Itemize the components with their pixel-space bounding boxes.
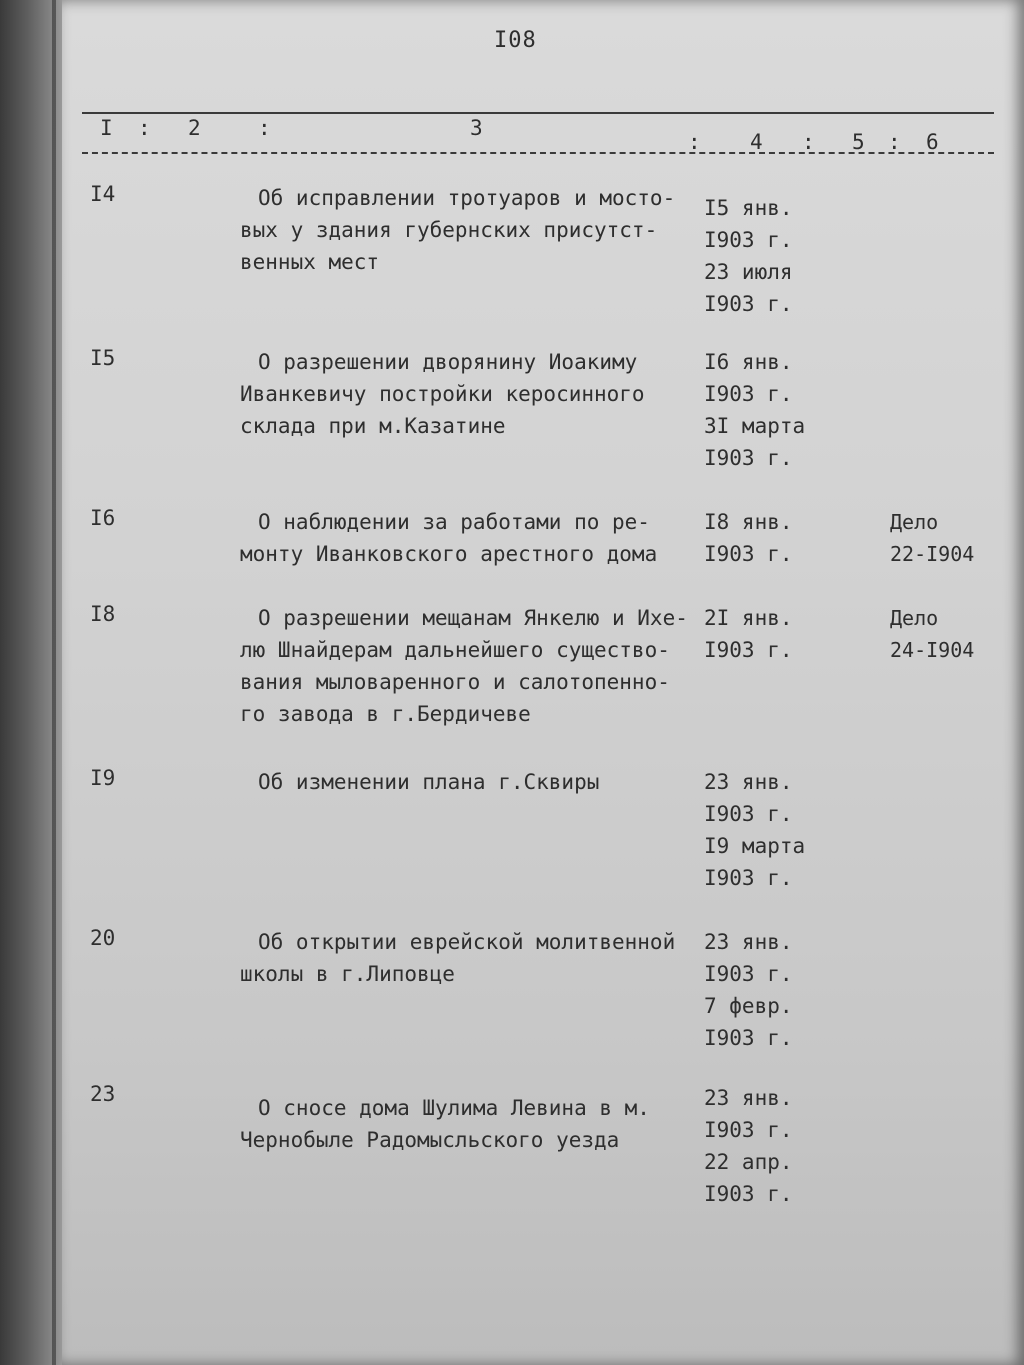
header-col-1: I (100, 116, 113, 140)
header-col-3: 3 (470, 116, 483, 140)
entry-dates (704, 346, 805, 474)
date-line: I903 г. (704, 292, 793, 316)
date-line: I903 г. (704, 446, 793, 470)
date-line: I903 г. (704, 962, 793, 986)
title-line: Об открытии еврейской молитвенной (258, 930, 676, 954)
entry-note (890, 602, 974, 666)
header-col-5: 5 (852, 130, 865, 154)
entry-title (240, 506, 700, 570)
title-line: Чернобыле Радомысльского уезда (240, 1128, 620, 1152)
title-line: школы в г.Липовце (240, 962, 455, 986)
title-line: О наблюдении за работами по ре- (258, 510, 650, 534)
entry-number: 20 (90, 926, 116, 950)
entry-dates (704, 766, 805, 894)
note-line: 22-I904 (890, 542, 975, 566)
title-line: вых у здания губернских присутст- (240, 218, 658, 242)
date-line: 3I марта (704, 414, 806, 438)
entry-number: I8 (90, 602, 116, 626)
title-line: Об изменении плана г.Сквиры (258, 770, 600, 794)
binding-gutter (52, 0, 56, 1365)
title-line: венных мест (240, 250, 380, 274)
title-line: вания мыловаренного и салотопенно- (240, 670, 670, 694)
entry-note (890, 506, 974, 570)
date-line: 23 янв. (704, 930, 793, 954)
title-line: О разрешении мещанам Янкелю и Ихе- (258, 606, 688, 630)
title-line: го завода в г.Бердичеве (240, 702, 531, 726)
entry-title (240, 926, 700, 990)
title-line: О разрешении дворянину Иоакиму (258, 350, 638, 374)
note-line: Дело (890, 606, 939, 630)
header-sep-5: : (888, 130, 901, 154)
header-sep-1: : (138, 116, 151, 140)
entry-title (240, 346, 700, 442)
title-line: Об исправлении тротуаров и мосто- (258, 186, 676, 210)
entry-number: I6 (90, 506, 116, 530)
entry-number: I9 (90, 766, 116, 790)
header-col-6: 6 (926, 130, 939, 154)
date-line: 7 февр. (704, 994, 793, 1018)
header-sep-4: : (802, 130, 815, 154)
title-line: Иванкевичу постройки керосинного (240, 382, 645, 406)
entry-title (240, 182, 700, 278)
header-top-rule (82, 112, 994, 114)
note-line: 24-I904 (890, 638, 975, 662)
date-line: I9 марта (704, 834, 806, 858)
date-line: I903 г. (704, 1118, 793, 1142)
header-sep-2: : (258, 116, 271, 140)
date-line: I6 янв. (704, 350, 793, 374)
date-line: I903 г. (704, 382, 793, 406)
title-line: лю Шнайдерам дальнейшего существо- (240, 638, 670, 662)
entry-number: 23 (90, 1082, 116, 1106)
note-line: Дело (890, 510, 939, 534)
date-line: I903 г. (704, 542, 793, 566)
date-line: I903 г. (704, 1026, 793, 1050)
title-line: монту Иванковского арестного дома (240, 542, 658, 566)
page-number: I08 (494, 28, 537, 53)
title-line: О сносе дома Шулима Левина в м. (258, 1096, 650, 1120)
date-line: I903 г. (704, 638, 793, 662)
title-line: склада при м.Казатине (240, 414, 506, 438)
date-line: I903 г. (704, 1182, 793, 1206)
entry-dates (704, 506, 793, 570)
entry-dates (704, 192, 793, 320)
date-line: I903 г. (704, 802, 793, 826)
entry-number: I5 (90, 346, 116, 370)
date-line: I903 г. (704, 228, 793, 252)
header-col-4: 4 (750, 130, 763, 154)
date-line: 23 янв. (704, 770, 793, 794)
header-bottom-rule (82, 152, 994, 154)
date-line: 22 апр. (704, 1150, 793, 1174)
entry-dates (704, 602, 793, 666)
entry-title (240, 1092, 700, 1156)
date-line: 23 июля (704, 260, 793, 284)
header-col-2: 2 (188, 116, 201, 140)
date-line: I8 янв. (704, 510, 793, 534)
entry-dates (704, 926, 793, 1054)
header-sep-3: : (688, 130, 701, 154)
entry-number: I4 (90, 182, 116, 206)
document-page (62, 0, 1024, 1365)
date-line: 2I янв. (704, 606, 793, 630)
entry-title (240, 766, 700, 798)
entry-title (240, 602, 700, 730)
date-line: I903 г. (704, 866, 793, 890)
date-line: I5 янв. (704, 196, 793, 220)
entry-dates (704, 1082, 793, 1210)
date-line: 23 янв. (704, 1086, 793, 1110)
